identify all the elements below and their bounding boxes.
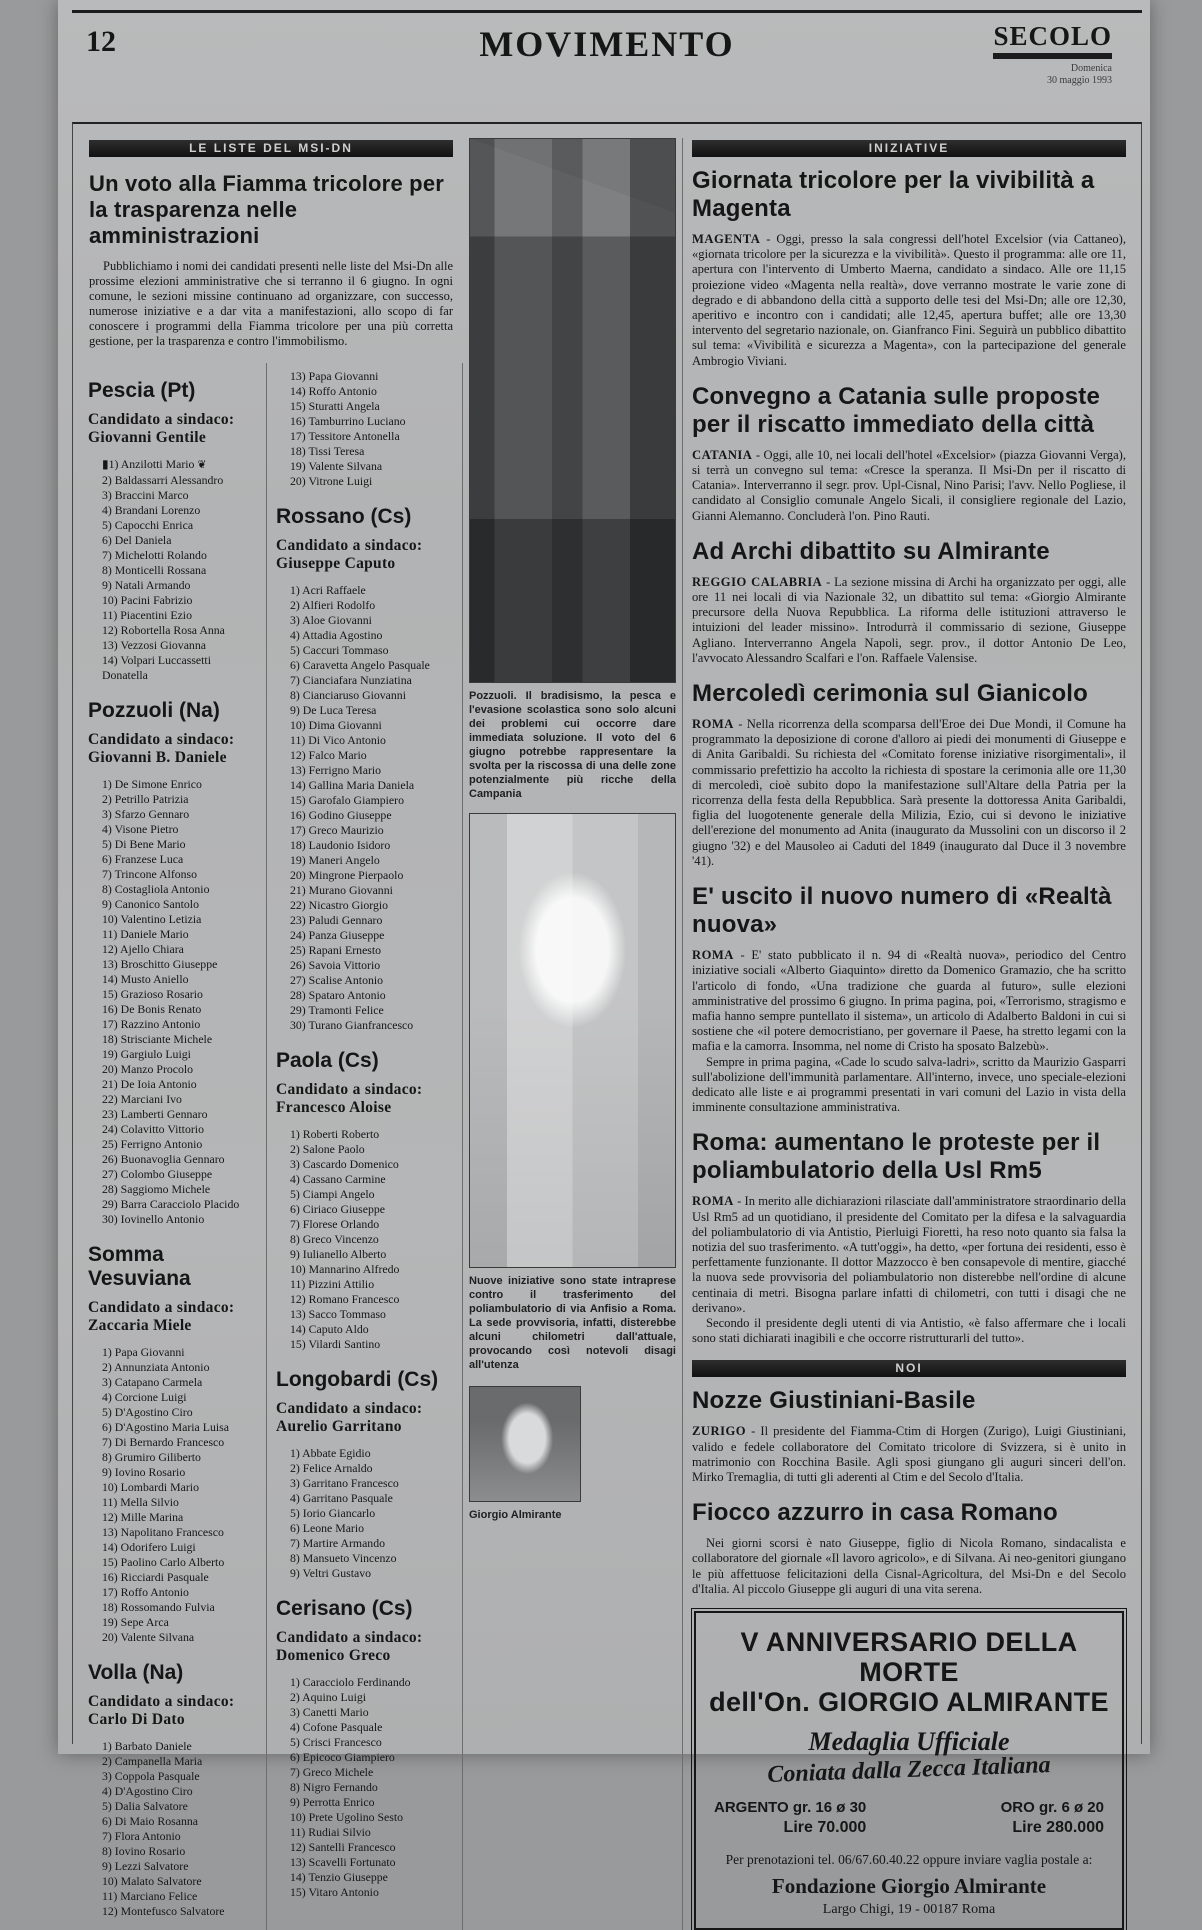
article-body: ROMA - In merito alle dichiarazioni rilasciate dall'amministratore straordinario della Usl Rm5 ad un quotidiano, il presidente del Comitato per la difesa e la salvaguardia del poliambulatorio di via Antistio, Pierluigi Fioretti, ha reso noto quanto sia falsa la notizia del suo trasferimento. «A tutt'oggi», ha detto, «per fortuna dei residenti, esso è perfettamente funzionante. Il dottor Mazzocco è ben consapevole di mentire, giacché la nuova sede provvisoria del poliambulatorio non disterebbe nell'ordine di alcune centinaia di metri. Bisogna parlare infatti di chilometri, con tutti i disagi che ne derivano». Secondo il presidente degli utenti di via Antistio, «è falso affermare che i locali sono stati dichiarati inagibili e che occorre ristrutturarli del tutto». [692, 1194, 1126, 1346]
candidate-list: 1) Acri Raffaele 2) Alfieri Rodolfo 3) Aloe Giovanni 4) Attadia Agostino 5) Caccuri Tommaso 6) Caravetta Angelo Pasquale 7) Cianciafara Nunziatina 8) Cianciaruso Giovanni 9) De Luca Teresa 10) Dima Giovanni 11) Di Vico Antonio 12) Falco Mario 13) Ferrigno Mario 14) Gallina Maria Daniela 15) Garofalo Giampiero 16) Godino Giuseppe 17) Greco Maurizio 18) Laudonio Isidoro 19) Maneri Angelo 20) Mingrone Pierpaolo 21) Murano Giovanni 22) Nicastro Giorgio 23) Paludi Gennaro 24) Panza Giuseppe 25) Rapani Ernesto 26) Savoia Vittorio 27) Scalise Antonio 28) Spataro Antonio 29) Tramonti Felice 30) Turano Gianfrancesco [290, 583, 430, 1033]
town-block-cerisano [276, 1597, 453, 1900]
left-intro: Pubblichiamo i nomi dei candidati presenti nelle liste del Msi-Dn alle prossime elezioni amministrative che si terranno il 6 giugno. In ogni comune, le sezioni missine continuano ad organizzare, con successo, numerose iniziative e a dar vita a manifestazioni, allo scopo di far conoscere i programmi della Fiamma tricolore per una più corretta gestione, per la trasparenza e contro l'immobilismo. [89, 259, 453, 348]
article-archi [692, 538, 1126, 666]
pozzuoli-street-photo [469, 138, 676, 683]
left-section-bar: LE LISTE DEL MSI-DN [89, 140, 453, 157]
mayor-line: Candidato a sindaco: Giovanni B. Daniele [88, 731, 235, 767]
town-name: Volla (Na) [88, 1661, 184, 1685]
advert-title-line1: V ANNIVERSARIO DELLA MORTE [740, 1626, 1078, 1687]
town-name: Somma Vesuviana [88, 1243, 191, 1291]
article-headline: Ad Archi dibattito su Almirante [692, 537, 1050, 565]
town-name: Pescia (Pt) [88, 379, 196, 403]
noi-section-bar: NOI [692, 1360, 1126, 1377]
advert-subtitle-line1: Medaglia Ufficiale [808, 1726, 1010, 1756]
mayor-line: Candidato a sindaco: Giuseppe Caputo [276, 537, 423, 573]
article-body: MAGENTA - Oggi, presso la sala congressi dell'hotel Excelsior (via Cattaneo), «giornata tricolore per la sicurezza e la vivibilità». Questo il programma: alle ore 11, apertura con l'intervento di Umberto Maerna, candidato a sindaco. Alle ore 11,15 proiezione video «Magenta nella realtà», dove verranno mostrate le varie zone di degrado e di abbandono della città a supporto delle tesi del Msi-Dn; alle ore 12,30, aperitivo e incontro con i candidati; alle 12,45, apertura buffet; alle ore 13,30 intervento del segretario nazionale, on. Gianfranco Fini. Seguirà un pubblico dibattito sul tema: «Vivibilità e sicurezza a Magenta», con la partecipazione del generale Ambrogio Viviani. [692, 232, 1126, 368]
right-column [683, 138, 1135, 1930]
article-body: ROMA - Nella ricorrenza della scomparsa dell'Eroe dei Due Mondi, il Comune ha programmato la deposizione di corone d'alloro ai piedi dei monumenti di Giuseppe e di Anita Garibaldi. Su richiesta del «Comitato forense iniziative risorgimentali», il commissario prefettizio ha accolto la richiesta di spostare la cerimonia alle ore 11,30 di mercoledì, cioè subito dopo la manifestazione sull'Altare della Patria per la ricorrenza della festa della Repubblica. Sarà presente la dottoressa Anita Garibaldi, figlia del luogotenente generale della Milizia, Ezio, cui si devono le iniziative dell'erezione del monumento ad Anita (inaugurato da Mussolini con un discorso il 2 giugno '32) e del Mausoleo ai Caduti del 1849 (inaugurato dal Duce il 3 novembre '41). [692, 717, 1126, 868]
candidate-list: 1) Barbato Daniele 2) Campanella Maria 3) Coppola Pasquale 4) D'Agostino Ciro 5) Dalia Salvatore 6) Di Maio Rosanna 7) Flora Antonio 8) Iovino Rosario 9) Lezzi Salvatore 10) Malato Salvatore 11) Marciano Felice 12) Montefusco Salvatore [102, 1739, 225, 1919]
town-name: Paola (Cs) [276, 1049, 379, 1073]
article-headline: Roma: aumentano le proteste per il poliambulatorio della Usl Rm5 [692, 1129, 1101, 1185]
advert-subtitle-line2: Coniata dalla Zecca Italiana [766, 1752, 1052, 1788]
mayor-line: Candidato a sindaco: Giovanni Gentile [88, 411, 235, 447]
article-headline: Convegno a Catania sulle proposte per il riscatto immediato della città [692, 382, 1101, 438]
mayor-line: Candidato a sindaco: Francesco Aloise [276, 1081, 423, 1117]
almirante-medal-advert [694, 1611, 1124, 1930]
poliambulatorio-photo [469, 813, 676, 1268]
advert-price-list: ARGENTO gr. 16 ø 30 Lire 70.000 ORO gr. 6 ø 20 Lire 280.000 [714, 1798, 1104, 1836]
advert-title-line2: dell'On. GIORGIO ALMIRANTE [709, 1686, 1109, 1717]
candidate-list: 1) Papa Giovanni 2) Annunziata Antonio 3) Catapano Carmela 4) Corcione Luigi 5) D'Agostino Ciro 6) D'Agostino Maria Luisa 7) Di Bernardo Francesco 8) Grumiro Giliberto 9) Iovino Rosario 10) Lombardi Mario 11) Mella Silvio 12) Mille Marina 13) Napolitano Francesco 14) Odorifero Luigi 15) Paolino Carlo Alberto 16) Ricciardi Pasquale 17) Roffo Antonio 18) Rossomando Fulvia 19) Sepe Arca 20) Valente Silvana [102, 1345, 229, 1645]
town-block-pescia [88, 379, 257, 683]
town-name: Rossano (Cs) [276, 505, 412, 529]
main-content [72, 122, 1142, 1919]
poliambulatorio-photo-caption: Nuove iniziative sono state intraprese contro il trasferimento del poliambulatorio di via Anfisio a Roma. La sede provvisoria, infatti, disterebbe alcuni chilometri dall'attuale, provocando così notevoli disagi all'utenza [469, 1275, 676, 1371]
page-header [72, 10, 1142, 118]
article-body: ROMA - E' stato pubblicato il n. 94 di «Realtà nuova», periodico del Centro iniziative sociali «Alberto Giaquinto» diretto da Domenico Gramazio, che ha scritto l'articolo di fondo, «Una tradizione che guarda al futuro», sulle elezioni amministrative del prossimo 6 giugno. In prima pagina, poi, «Terrorismo, stragismo e mafia hanno sempre puntellato il sistema», un articolo di Adalberto Baldoni in cui si sostiene che «il potere democristiano, per governare il Paese, ha stretto legami con la mafia e la camorra. Insomma, nel nome di Cristo ha sposato Balzebù». Sempre in prima pagina, «Cade lo scudo salva-ladri», scritto da Maurizio Gasparri sull'abolizione dell'immunità parlamentare. All'interno, invece, uno speciale-elezioni dedicato alle liste e ai programmi presentati in vari comuni del Lazio in vista della imminente consultazione amministrativa. [692, 948, 1126, 1115]
candidate-list: 1) De Simone Enrico 2) Petrillo Patrizia 3) Sfarzo Gennaro 4) Visone Pietro 5) Di Bene Mario 6) Franzese Luca 7) Trincone Alfonso 8) Costagliola Antonio 9) Canonico Santolo 10) Valentino Letizia 11) Daniele Mario 12) Ajello Chiara 13) Broschitto Giuseppe 14) Musto Aniello 15) Grazioso Rosario 16) De Bonis Renato 17) Razzino Antonio 18) Strisciante Michele 19) Gargiulo Luigi 20) Manzo Procolo 21) De Ioia Antonio 22) Marciani Ivo 23) Lamberti Gennaro 24) Colavitto Vittorio 25) Ferrigno Antonio 26) Buonavoglia Gennaro 27) Colombo Giuseppe 28) Saggiomo Michele 29) Barra Caracciolo Placido 30) Iovinello Antonio [102, 777, 240, 1227]
lists-column-b [267, 363, 463, 1930]
right-section-bar: INIZIATIVE [692, 140, 1126, 157]
mayor-line: Candidato a sindaco: Carlo Di Dato [88, 1693, 235, 1729]
town-block-rossano [276, 505, 453, 1033]
town-block-volla [88, 1661, 257, 1919]
page-section-title: MOVIMENTO [479, 24, 735, 64]
article-catania [692, 383, 1126, 524]
article-body: CATANIA - Oggi, alle 10, nei locali dell'hotel «Excelsior» (piazza Giovanni Verga), si terrà un convegno sul tema: «Cresce la speranza. Il Msi-Dn per il riscatto di Catania». Interverranno il segr. prov. Upl-Cisnal, Nino Parisi; l'avv. Nello Pogliese, il candidato al Consiglio comunale Angelo Sicali, il consigliere regionale del Lazio, Gianni Alemanno. Concluderà l'on. Pino Rauti. [692, 447, 1126, 523]
town-block-somma-vesuviana [88, 1243, 257, 1645]
article-gianicolo [692, 680, 1126, 869]
candidate-list: 1) Abbate Egidio 2) Felice Arnaldo 3) Garritano Francesco 4) Garritano Pasquale 5) Iorio Giancarlo 6) Leone Mario 7) Martire Armando 8) Mansueto Vincenzo 9) Veltri Gustavo [290, 1446, 399, 1581]
town-block-paola [276, 1049, 453, 1352]
town-block-pozzuoli [88, 699, 257, 1227]
advert-foundation-name: Fondazione Giorgio Almirante [771, 1873, 1047, 1898]
article-body: ZURIGO - Il presidente del Fiamma-Ctim di Horgen (Zurigo), Luigi Giustiniani, valido e fedele collaboratore del Comitato tricolore di Svizzera, si è unito in matrimonio con Rocchina Basile. Agli sposi giungano gli auguri sinceri dell'on. Mirko Tremaglia, di tutti gli aderenti al Ctim e del Secolo d'Italia. [692, 1424, 1126, 1484]
pozzuoli-photo-caption: Pozzuoli. Il bradisismo, la pesca e l'evasione scolastica sono solo alcuni dei problemi cui occorre dare immediata soluzione. Il voto del 6 giugno potrebbe rappresentare la svolta per la riscossa di una delle zone potenzialmente più ricche della Campania [469, 690, 676, 800]
almirante-portrait-photo [469, 1386, 581, 1502]
article-headline: Mercoledì cerimonia sul Gianicolo [692, 680, 1089, 708]
candidate-list: 1) Roberti Roberto 2) Salone Paolo 3) Cascardo Domenico 4) Cassano Carmine 5) Ciampi Angelo 6) Ciriaco Giuseppe 7) Florese Orlando 8) Greco Vincenzo 9) Iulianello Alberto 10) Mannarino Alfredo 11) Pizzini Attilio 12) Romano Francesco 13) Sacco Tommaso 14) Caputo Aldo 15) Vilardi Santino [290, 1127, 400, 1352]
mayor-line: Candidato a sindaco: Aurelio Garritano [276, 1400, 423, 1436]
article-fiocco [692, 1499, 1126, 1597]
left-feature [79, 138, 463, 363]
left-headline: Un voto alla Fiamma tricolore per la trasparenza nelle amministrazioni [89, 171, 445, 248]
article-headline: Fiocco azzurro in casa Romano [692, 1499, 1058, 1527]
mayor-line: Candidato a sindaco: Zaccaria Miele [88, 1299, 235, 1335]
page-number: 12 [86, 25, 116, 58]
volla-continuation-list: 13) Papa Giovanni 14) Roffo Antonio 15) Sturatti Angela 16) Tamburrino Luciano 17) Tessitore Antonella 18) Tissi Teresa 19) Valente Silvana 20) Vitrone Luigi [290, 369, 406, 489]
article-usl-rm5 [692, 1129, 1126, 1346]
article-magenta [692, 167, 1126, 369]
article-headline: Giornata tricolore per la vivibilità a Magenta [692, 167, 1095, 222]
newspaper-scan [58, 0, 1150, 1919]
advert-booking-info: Per prenotazioni tel. 06/67.60.40.22 oppure inviare vaglia postale a: [725, 1851, 1093, 1867]
article-headline: E' uscito il nuovo numero di «Realtà nuova» [692, 883, 1112, 939]
article-realta-nuova [692, 883, 1126, 1115]
article-headline: Nozze Giustiniani-Basile [692, 1387, 976, 1415]
article-body: REGGIO CALABRIA - La sezione missina di Archi ha organizzato per oggi, alle ore 11 nei locali di via Nazionale 32, un dibattito sul tema: «Giorgio Almirante precursore della Nuova Repubblica. La riforma delle istituzioni attraverso le intuizioni del leader missino». Introdurrà il commissario di sezione, Giuseppe Agliano. Interverranno Angela Napoli, segr. prov., il dottor Antonio De Leo, l'avvocato Alessandro Scalfari e l'on. Raffaele Valensise. [692, 574, 1126, 665]
masthead-date: Domenica 30 maggio 1993 [1047, 63, 1112, 86]
article-nozze [692, 1387, 1126, 1485]
advert-address: Largo Chigi, 19 - 00187 Roma [822, 1901, 996, 1917]
masthead [993, 21, 1112, 87]
photo-column [463, 138, 683, 1930]
town-name: Longobardi (Cs) [276, 1368, 439, 1392]
town-name: Pozzuoli (Na) [88, 699, 220, 723]
town-block-longobardi [276, 1368, 453, 1581]
lists-column-a [79, 363, 267, 1930]
article-body: Nei giorni scorsi è nato Giuseppe, figlio di Nicola Romano, sindacalista e collaboratore del giornale «Il lavoro agricolo», e di Silvana. Ai neo-genitori giungano le più affettuose felicitazioni della Cisnal-Agricoltura, del Msi-Dn e del Secolo d'Italia. Al piccolo Giuseppe gli auguri di una vita serena. [692, 1536, 1126, 1596]
masthead-logo: SECOLO [993, 21, 1112, 59]
town-name: Cerisano (Cs) [276, 1597, 413, 1621]
candidate-list: 1) Caracciolo Ferdinando 2) Aquino Luigi 3) Canetti Mario 4) Cofone Pasquale 5) Crisci Francesco 6) Epicoco Giampiero 7) Greco Michele 8) Nigro Fernando 9) Perrotta Enrico 10) Prete Ugolino Sesto 11) Rudiai Silvio 12) Santelli Francesco 13) Scavelli Fortunato 14) Tenzio Giuseppe 15) Vitaro Antonio [290, 1675, 411, 1900]
almirante-photo-caption: Giorgio Almirante [469, 1509, 562, 1521]
candidate-list: ▮ 1) Anzilotti Mario ❦ 2) Baldassarri Alessandro 3) Braccini Marco 4) Brandani Lorenzo 5) Capocchi Enrica 6) Del Daniela 7) Michelotti Rolando 8) Monticelli Rossana 9) Natali Armando 10) Pacini Fabrizio 11) Piacentini Ezio 12) Robortella Rosa Anna 13) Vezzosi Giovanna 14) Volpari Luccassetti Donatella [88, 457, 257, 683]
mayor-line: Candidato a sindaco: Domenico Greco [276, 1629, 423, 1665]
